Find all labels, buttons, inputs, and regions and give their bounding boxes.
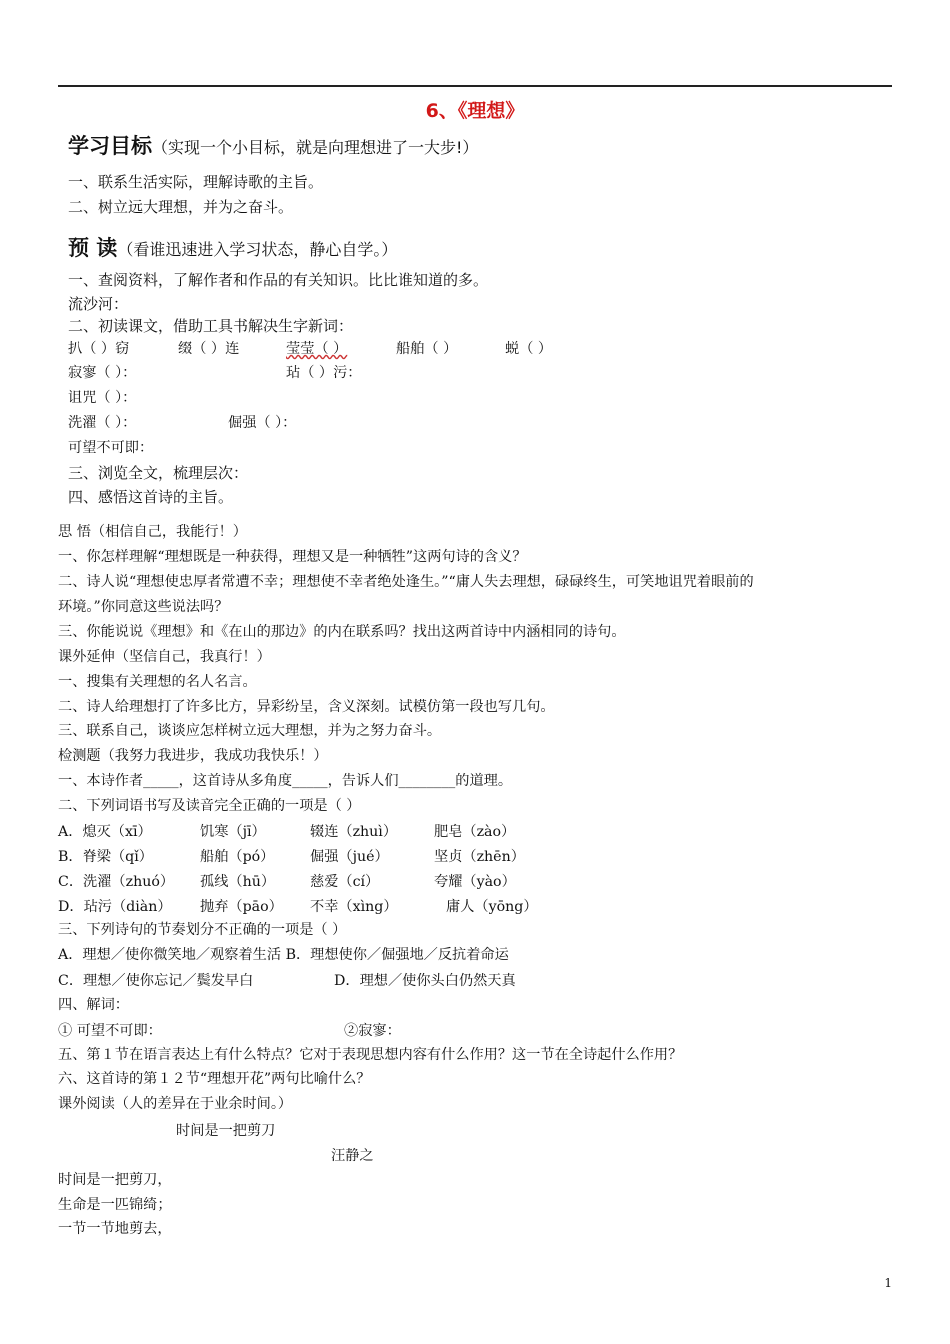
poem-title: 时间是一把剪刀	[176, 1123, 276, 1139]
option-b-3: 倔强（jué）	[310, 849, 389, 865]
test-q5: 五、第１节在语言表达上有什么特点？它对于表现思想内容有什么作用？这一节在全诗起什么作用？	[58, 1047, 683, 1063]
reflect-q3: 三、你能说说《理想》和《在山的那边》的内在联系吗？找出这两首诗中内涵相同的诗句。	[58, 624, 626, 640]
option-d-1: D．玷污（diàn）	[58, 899, 172, 915]
extend-q1: 一、搜集有关理想的名人名言。	[58, 674, 257, 690]
page-number: 1	[884, 1276, 892, 1290]
option-a-2: 饥寒（jī）	[200, 824, 266, 840]
test-q4b: ②寂寥：	[344, 1023, 401, 1039]
header-rule	[58, 85, 892, 87]
goal-item-2: 二、树立远大理想，并为之奋斗。	[68, 198, 294, 216]
test-q6: 六、这首诗的第１２节“理想开花”两句比喻什么？	[58, 1071, 371, 1087]
poem-author: 汪静之	[331, 1148, 374, 1164]
goals-heading	[68, 130, 478, 160]
preview-line-5: 四、感悟这首诗的主旨。	[68, 488, 234, 506]
reflect-q1: 一、你怎样理解“理想既是一种获得，理想又是一种牺牲”这两句诗的含义？	[58, 549, 527, 565]
goals-note: （实现一个小目标，就是向理想进了一大步!）	[152, 138, 479, 157]
option-d-3: 不幸（xìng）	[310, 899, 398, 915]
word-item: 诅咒（ ）：	[68, 390, 137, 406]
test-q1: 一、本诗作者_____，这首诗从多角度_____，告诉人们________的道理。	[58, 773, 513, 789]
goal-item-1: 一、联系生活实际，理解诗歌的主旨。	[68, 173, 324, 191]
test-q4a: ① 可望不可即：	[58, 1023, 162, 1039]
test-q3-c: C．理想／使你忘记／鬓发早白	[58, 973, 254, 989]
test-heading: 检测题（我努力我进步，我成功我快乐！）	[58, 748, 328, 764]
option-c-2: 孤线（hū）	[200, 874, 276, 890]
preview-line-4: 三、浏览全文，梳理层次：	[68, 464, 249, 482]
word-item: 寂寥（ ）：	[68, 365, 137, 381]
preview-line-2: 流沙河：	[68, 295, 129, 313]
option-d-2: 抛弃（pāo）	[200, 899, 283, 915]
option-c-1: C．洗濯（zhuó）	[58, 874, 175, 890]
preview-heading-text: 预 读	[68, 236, 118, 260]
reading-heading: 课外阅读（人的差异在于业余时间。）	[58, 1096, 293, 1112]
test-q3-ab: A．理想／使你微笑地／观察着生活 B．理想使你／倔强地／反抗着命运	[58, 947, 509, 963]
preview-line-1: 一、查阅资料，了解作者和作品的有关知识。比比谁知道的多。	[68, 271, 489, 289]
poem-line: 一节一节地剪去，	[58, 1221, 172, 1237]
option-c-3: 慈爱（cí）	[310, 874, 380, 890]
word-item: 船舶（ ）	[396, 341, 458, 357]
preview-line-3: 二、初读课文，借助工具书解决生字新词：	[68, 317, 354, 335]
option-c-4: 夸耀（yào）	[434, 874, 516, 890]
goals-heading-text: 学习目标	[68, 134, 152, 158]
preview-heading	[68, 232, 397, 262]
option-a-1: A．熄灭（xī）	[58, 824, 152, 840]
option-b-4: 坚贞（zhēn）	[434, 849, 525, 865]
extend-heading: 课外延伸（坚信自己，我真行！）	[58, 649, 271, 665]
option-a-4: 肥皂（zào）	[434, 824, 516, 840]
word-item: 蜕（ ）	[505, 341, 553, 357]
word-item: 洗濯（ ）：	[68, 415, 137, 431]
page-title: 6、《理想》	[425, 100, 525, 122]
option-d-4: 庸人（yōng）	[446, 899, 538, 915]
option-a-3: 辍连（zhuì）	[310, 824, 398, 840]
word-item: 莹莹（ ）	[286, 341, 348, 357]
word-item: 扒（ ）窃	[68, 341, 130, 357]
poem-line: 生命是一匹锦绮；	[58, 1197, 172, 1213]
poem-line: 时间是一把剪刀，	[58, 1172, 172, 1188]
extend-q3: 三、联系自己，谈谈应怎样树立远大理想，并为之努力奋斗。	[58, 723, 442, 739]
test-q3-d: D．理想／使你头白仍然天真	[334, 973, 516, 989]
word-item: 玷（ ）污：	[286, 365, 362, 381]
word-item: 可望不可即：	[68, 440, 154, 456]
extend-q2: 二、诗人给理想打了许多比方，异彩纷呈，含义深刻。试模仿第一段也写几句。	[58, 699, 555, 715]
reflect-q2a: 二、诗人说“理想使忠厚者常遭不幸；理想使不幸者绝处逢生。”“庸人失去理想，碌碌终生，可笑地诅咒着眼前的	[58, 574, 754, 590]
reflect-q2b: 环境。”你同意这些说法吗？	[58, 599, 229, 615]
word-item: 倔强（ ）：	[228, 415, 297, 431]
word-item: 缀（ ）连	[178, 341, 240, 357]
test-q3: 三、下列诗句的节奏划分不正确的一项是（ ）	[58, 922, 347, 938]
reflect-heading: 思 悟（相信自己，我能行！）	[58, 524, 247, 540]
test-q4: 四、解词：	[58, 997, 129, 1013]
option-b-2: 船舶（pó）	[200, 849, 275, 865]
preview-note: （看谁迅速进入学习状态，静心自学。）	[117, 240, 398, 259]
test-q2: 二、下列词语书写及读音完全正确的一项是（ ）	[58, 798, 361, 814]
option-b-1: B．脊梁（qǐ）	[58, 849, 153, 865]
